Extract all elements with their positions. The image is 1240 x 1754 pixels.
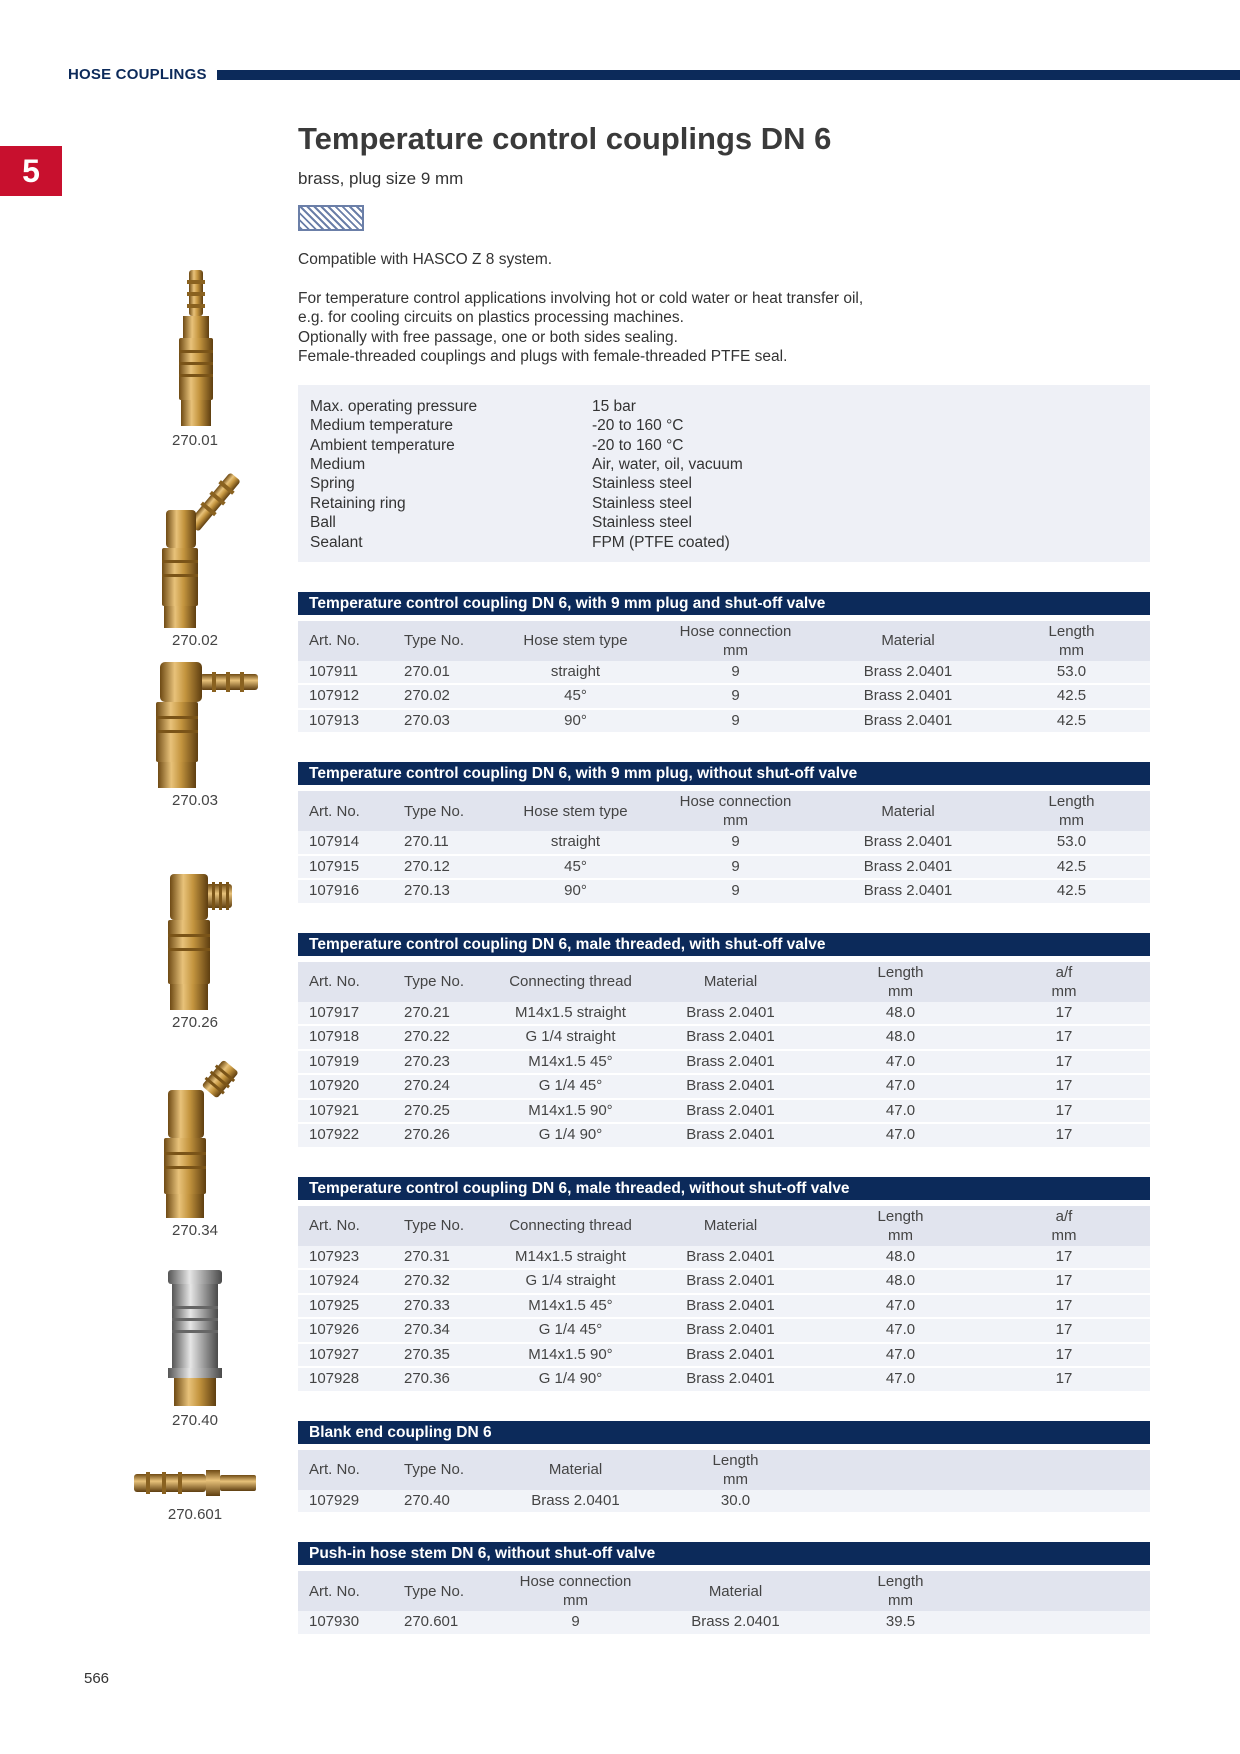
table-cell: 107929	[298, 1490, 393, 1513]
table-cell: 107930	[298, 1611, 393, 1634]
table-cell: G 1/4 45°	[503, 1317, 638, 1342]
table-cell: straight	[503, 661, 648, 684]
table-cell: 270.22	[393, 1024, 503, 1049]
column-header	[648, 791, 823, 831]
product-table	[298, 1542, 1150, 1634]
column-label: Art. No.	[309, 1582, 360, 1600]
spec-key: Medium temperature	[310, 417, 454, 435]
table-cell: 270.32	[393, 1268, 503, 1293]
column-label: Hose connection	[679, 793, 792, 811]
table-cell: Brass 2.0401	[823, 683, 993, 708]
spec-value: -20 to 160 °C	[592, 417, 684, 435]
table-cell: 42.5	[993, 683, 1150, 708]
table-cell: M14x1.5 90°	[503, 1098, 638, 1123]
column-unit: mm	[563, 1592, 588, 1610]
table-cell: 270.31	[393, 1246, 503, 1269]
column-header	[823, 962, 978, 1002]
column-header	[978, 962, 1150, 1002]
spec-key: Ambient temperature	[310, 436, 455, 454]
table-header-row	[298, 1571, 1150, 1611]
table-cell: 42.5	[993, 708, 1150, 733]
table-cell: 107920	[298, 1073, 393, 1098]
column-header	[648, 621, 823, 661]
table-cell: G 1/4 straight	[503, 1268, 638, 1293]
column-header	[393, 1571, 503, 1611]
table-cell: G 1/4 straight	[503, 1024, 638, 1049]
table-cell: 17	[978, 1024, 1150, 1049]
table-cell: 270.601	[393, 1611, 503, 1634]
column-unit: mm	[723, 812, 748, 830]
table-cell: 107923	[298, 1246, 393, 1269]
spec-value: FPM (PTFE coated)	[592, 533, 730, 551]
column-header	[503, 1450, 648, 1490]
column-header	[503, 791, 648, 831]
column-label: Hose stem type	[523, 802, 628, 820]
table-cell: straight	[503, 831, 648, 854]
column-unit: mm	[888, 982, 913, 1000]
straight-coupling-image	[165, 270, 225, 430]
table-row	[298, 854, 1150, 879]
table-cell: 47.0	[823, 1317, 978, 1342]
table-row	[298, 831, 1150, 854]
description-line: e.g. for cooling circuits on plastics processing machines.	[298, 309, 684, 327]
table-title: Blank end coupling DN 6	[298, 1421, 1150, 1444]
table-cell: 47.0	[823, 1122, 978, 1147]
column-unit: mm	[1051, 1226, 1077, 1244]
table-header-row	[298, 621, 1150, 661]
column-header	[298, 1206, 393, 1246]
table-cell: 47.0	[823, 1342, 978, 1367]
table-cell: 9	[648, 683, 823, 708]
angled-45-coupling-image	[140, 470, 250, 630]
column-header	[393, 1450, 503, 1490]
table-row	[298, 683, 1150, 708]
column-header	[393, 1206, 503, 1246]
spec-row	[310, 513, 1138, 532]
table-row	[298, 1024, 1150, 1049]
table-cell: Brass 2.0401	[638, 1268, 823, 1293]
spec-value: -20 to 160 °C	[592, 436, 684, 454]
table-cell: 270.24	[393, 1073, 503, 1098]
column-label: Hose stem type	[523, 632, 628, 650]
table-cell: 270.35	[393, 1342, 503, 1367]
table-cell: M14x1.5 straight	[503, 1002, 638, 1025]
column-label: Type No.	[404, 973, 465, 991]
table-row	[298, 1611, 1150, 1634]
table-cell: G 1/4 90°	[503, 1122, 638, 1147]
product-label: 270.601	[167, 1506, 223, 1523]
column-label: Length	[877, 963, 924, 981]
table-cell: 270.01	[393, 661, 503, 684]
spec-key: Medium	[310, 455, 366, 473]
product-270-601	[110, 1464, 280, 1523]
table-cell: 107924	[298, 1268, 393, 1293]
spec-key: Spring	[310, 475, 355, 493]
table-row	[298, 1490, 1150, 1513]
table-cell: 90°	[503, 878, 648, 903]
cell-spacer	[978, 1611, 1150, 1634]
section-title: HOSE COUPLINGS	[68, 66, 207, 83]
table-cell: Brass 2.0401	[638, 1073, 823, 1098]
table-cell: 17	[978, 1049, 1150, 1074]
table-header-row	[298, 1450, 1150, 1490]
table-cell: G 1/4 90°	[503, 1366, 638, 1391]
table-cell: Brass 2.0401	[638, 1317, 823, 1342]
column-header	[638, 962, 823, 1002]
blank-end-coupling-image	[140, 1270, 250, 1410]
table-cell: 107911	[298, 661, 393, 684]
table-cell: 17	[978, 1317, 1150, 1342]
table-cell: 48.0	[823, 1268, 978, 1293]
male-threaded-90-coupling-image	[140, 872, 250, 1012]
page-title: Temperature control couplings DN 6	[298, 121, 832, 156]
table-cell: 17	[978, 1246, 1150, 1269]
column-header	[298, 621, 393, 661]
table-cell: 53.0	[993, 661, 1150, 684]
table-row	[298, 1366, 1150, 1391]
table-cell: 9	[648, 854, 823, 879]
column-label: a/f	[1055, 963, 1073, 981]
table-cell: Brass 2.0401	[638, 1049, 823, 1074]
description	[298, 289, 1150, 367]
column-label: Type No.	[404, 802, 465, 820]
column-label: Length	[712, 1451, 759, 1469]
table-cell: M14x1.5 45°	[503, 1049, 638, 1074]
column-label: Art. No.	[309, 1461, 360, 1479]
table-cell: 30.0	[648, 1490, 823, 1513]
table-cell: 270.13	[393, 878, 503, 903]
column-label: Art. No.	[309, 802, 360, 820]
table-cell: 107917	[298, 1002, 393, 1025]
column-label: Type No.	[404, 1582, 465, 1600]
table-cell: 270.40	[393, 1490, 503, 1513]
table-cell: 107919	[298, 1049, 393, 1074]
table-cell: 39.5	[823, 1611, 978, 1634]
column-label: Material	[703, 1217, 758, 1235]
table-cell: Brass 2.0401	[638, 1098, 823, 1123]
column-header	[298, 962, 393, 1002]
table-row	[298, 1317, 1150, 1342]
column-header	[503, 1571, 648, 1611]
table-cell: 17	[978, 1122, 1150, 1147]
column-header	[823, 1571, 978, 1611]
column-unit: mm	[888, 1226, 913, 1244]
table-cell: 48.0	[823, 1002, 978, 1025]
table-cell: Brass 2.0401	[638, 1366, 823, 1391]
table-cell: 17	[978, 1002, 1150, 1025]
product-table	[298, 1421, 1150, 1513]
product-label: 270.01	[172, 432, 218, 449]
push-in-hose-stem-image	[130, 1464, 260, 1504]
male-threaded-45-coupling-image	[140, 1060, 250, 1220]
chapter-tab: 5	[0, 146, 62, 196]
table-cell: 53.0	[993, 831, 1150, 854]
specifications-box	[298, 385, 1150, 562]
column-header	[393, 621, 503, 661]
table-cell: 90°	[503, 708, 648, 733]
table-cell: 47.0	[823, 1098, 978, 1123]
column-header	[823, 1206, 978, 1246]
page-subtitle: brass, plug size 9 mm	[298, 169, 464, 189]
table-cell: 270.02	[393, 683, 503, 708]
table-cell: Brass 2.0401	[823, 878, 993, 903]
column-header	[823, 621, 993, 661]
column-header	[648, 1450, 823, 1490]
column-label: Art. No.	[309, 1217, 360, 1235]
table-cell: 270.03	[393, 708, 503, 733]
system-logo-icon	[298, 205, 364, 231]
spec-key: Ball	[310, 514, 336, 532]
table-cell: Brass 2.0401	[823, 708, 993, 733]
table-cell: Brass 2.0401	[638, 1342, 823, 1367]
compatibility-note: Compatible with HASCO Z 8 system.	[298, 251, 553, 269]
table-title: Temperature control coupling DN 6, with 9 mm plug and shut-off valve	[298, 592, 1150, 615]
table-cell: 17	[978, 1342, 1150, 1367]
table-row	[298, 1098, 1150, 1123]
column-label: Material	[548, 1461, 603, 1479]
column-label: a/f	[1055, 1207, 1073, 1225]
column-label: Length	[1048, 793, 1095, 811]
spec-row	[310, 533, 1138, 552]
spec-row	[310, 494, 1138, 513]
column-unit: mm	[1051, 982, 1077, 1000]
table-cell: 270.33	[393, 1293, 503, 1318]
column-header	[503, 962, 638, 1002]
table-cell: 107928	[298, 1366, 393, 1391]
column-label: Length	[1048, 622, 1095, 640]
product-label: 270.34	[172, 1222, 218, 1239]
product-270-02	[110, 470, 280, 649]
table-header-row	[298, 962, 1150, 1002]
table-cell: Brass 2.0401	[638, 1246, 823, 1269]
table-row	[298, 1268, 1150, 1293]
column-header	[393, 791, 503, 831]
table-cell: 270.23	[393, 1049, 503, 1074]
main-content	[298, 120, 1150, 1634]
product-label: 270.02	[172, 632, 218, 649]
table-cell: 45°	[503, 854, 648, 879]
column-header	[638, 1206, 823, 1246]
column-label: Length	[877, 1573, 924, 1591]
table-cell: 107922	[298, 1122, 393, 1147]
page-number: 566	[84, 1670, 110, 1687]
table-cell: 270.12	[393, 854, 503, 879]
table-cell: 107915	[298, 854, 393, 879]
column-unit: mm	[723, 1470, 748, 1488]
spec-row	[310, 416, 1138, 435]
product-270-40	[110, 1270, 280, 1429]
column-unit: mm	[1059, 812, 1084, 830]
table-header-row	[298, 791, 1150, 831]
column-header	[503, 621, 648, 661]
table-cell: 107914	[298, 831, 393, 854]
spec-value: Stainless steel	[592, 494, 692, 512]
column-label: Material	[703, 973, 758, 991]
column-label: Hose connection	[519, 1573, 632, 1591]
column-label: Connecting thread	[509, 1217, 632, 1235]
table-row	[298, 1342, 1150, 1367]
table-cell: Brass 2.0401	[823, 854, 993, 879]
column-label: Material	[881, 632, 935, 650]
description-line: For temperature control applications involving hot or cold water or heat transfer oil,	[298, 289, 864, 307]
table-cell: 48.0	[823, 1024, 978, 1049]
table-cell: 47.0	[823, 1293, 978, 1318]
table-cell: 270.21	[393, 1002, 503, 1025]
table-cell: 107913	[298, 708, 393, 733]
column-header	[298, 1450, 393, 1490]
product-270-26	[110, 872, 280, 1031]
table-cell: 9	[648, 878, 823, 903]
column-header	[823, 791, 993, 831]
product-label: 270.40	[172, 1412, 218, 1429]
product-tables	[298, 592, 1150, 1634]
column-label: Art. No.	[309, 632, 360, 650]
table-cell: 17	[978, 1073, 1150, 1098]
column-header	[298, 1571, 393, 1611]
table-row	[298, 1073, 1150, 1098]
spec-key: Sealant	[310, 533, 363, 551]
product-table	[298, 762, 1150, 903]
spec-row	[310, 474, 1138, 493]
column-spacer	[978, 1571, 1150, 1611]
table-cell: M14x1.5 straight	[503, 1246, 638, 1269]
product-table	[298, 1177, 1150, 1391]
table-cell: 17	[978, 1366, 1150, 1391]
intro-text	[298, 250, 1150, 367]
column-spacer	[823, 1450, 1150, 1490]
column-label: Type No.	[404, 1217, 465, 1235]
product-270-01	[110, 270, 280, 449]
table-cell: Brass 2.0401	[638, 1293, 823, 1318]
table-cell: 107918	[298, 1024, 393, 1049]
product-table	[298, 933, 1150, 1147]
table-cell: 47.0	[823, 1366, 978, 1391]
table-cell: 9	[648, 708, 823, 733]
spec-value: 15 bar	[592, 397, 636, 415]
spec-key: Retaining ring	[310, 494, 406, 512]
table-cell: 47.0	[823, 1049, 978, 1074]
description-line: Female-threaded couplings and plugs with female-threaded PTFE seal.	[298, 348, 788, 366]
table-cell: 270.11	[393, 831, 503, 854]
table-cell: 107912	[298, 683, 393, 708]
table-row	[298, 1293, 1150, 1318]
product-label: 270.26	[172, 1014, 218, 1031]
angled-90-coupling-image	[130, 660, 260, 790]
table-cell: 270.36	[393, 1366, 503, 1391]
column-header	[298, 791, 393, 831]
table-title: Temperature control coupling DN 6, with 9 mm plug, without shut-off valve	[298, 762, 1150, 785]
table-cell: 45°	[503, 683, 648, 708]
table-cell: Brass 2.0401	[648, 1611, 823, 1634]
table-cell: Brass 2.0401	[823, 831, 993, 854]
table-cell: M14x1.5 90°	[503, 1342, 638, 1367]
table-cell: 270.34	[393, 1317, 503, 1342]
spec-row	[310, 436, 1138, 455]
table-row	[298, 1002, 1150, 1025]
spec-value: Stainless steel	[592, 514, 692, 532]
table-cell: 17	[978, 1293, 1150, 1318]
table-cell: Brass 2.0401	[638, 1002, 823, 1025]
table-cell: Brass 2.0401	[823, 661, 993, 684]
spec-value: Stainless steel	[592, 475, 692, 493]
table-title: Temperature control coupling DN 6, male threaded, without shut-off valve	[298, 1177, 1150, 1200]
column-unit: mm	[888, 1592, 913, 1610]
column-label: Length	[877, 1207, 924, 1225]
column-label: Connecting thread	[509, 973, 632, 991]
table-cell: 17	[978, 1268, 1150, 1293]
table-cell: Brass 2.0401	[638, 1024, 823, 1049]
table-cell: 107927	[298, 1342, 393, 1367]
cell-spacer	[823, 1490, 1150, 1513]
table-cell: 107925	[298, 1293, 393, 1318]
table-header-row	[298, 1206, 1150, 1246]
table-cell: 270.25	[393, 1098, 503, 1123]
table-cell: 48.0	[823, 1246, 978, 1269]
table-cell: 270.26	[393, 1122, 503, 1147]
product-table	[298, 592, 1150, 733]
column-label: Material	[881, 802, 935, 820]
header-bar	[217, 70, 1240, 80]
spec-value: Air, water, oil, vacuum	[592, 455, 743, 473]
product-270-03	[110, 660, 280, 809]
table-cell: 9	[648, 831, 823, 854]
column-label: Type No.	[404, 1461, 465, 1479]
table-title: Push-in hose stem DN 6, without shut-off valve	[298, 1542, 1150, 1565]
spec-row	[310, 397, 1138, 416]
product-label: 270.03	[172, 792, 218, 809]
description-line: Optionally with free passage, one or both sides sealing.	[298, 328, 678, 346]
column-label: Art. No.	[309, 973, 360, 991]
table-cell: M14x1.5 45°	[503, 1293, 638, 1318]
column-unit: mm	[1059, 641, 1084, 659]
table-cell: 17	[978, 1098, 1150, 1123]
table-cell: 47.0	[823, 1073, 978, 1098]
column-label: Hose connection	[679, 622, 792, 640]
table-cell: 107916	[298, 878, 393, 903]
table-row	[298, 1049, 1150, 1074]
spec-row	[310, 455, 1138, 474]
table-cell: 107926	[298, 1317, 393, 1342]
table-cell: 42.5	[993, 854, 1150, 879]
column-unit: mm	[723, 641, 748, 659]
column-header	[993, 621, 1150, 661]
table-cell: Brass 2.0401	[503, 1490, 648, 1513]
column-header	[503, 1206, 638, 1246]
table-row	[298, 661, 1150, 684]
table-cell: 107921	[298, 1098, 393, 1123]
table-title: Temperature control coupling DN 6, male threaded, with shut-off valve	[298, 933, 1150, 956]
table-cell: 42.5	[993, 878, 1150, 903]
column-header	[393, 962, 503, 1002]
spec-key: Max. operating pressure	[310, 397, 478, 415]
column-header	[648, 1571, 823, 1611]
table-row	[298, 878, 1150, 903]
column-label: Material	[708, 1582, 763, 1600]
product-270-34	[110, 1060, 280, 1239]
column-label: Type No.	[404, 632, 465, 650]
column-header	[993, 791, 1150, 831]
table-cell: 9	[648, 661, 823, 684]
column-header	[978, 1206, 1150, 1246]
table-row	[298, 708, 1150, 733]
table-cell: 9	[503, 1611, 648, 1634]
table-row	[298, 1122, 1150, 1147]
table-row	[298, 1246, 1150, 1269]
table-cell: Brass 2.0401	[638, 1122, 823, 1147]
table-cell: G 1/4 45°	[503, 1073, 638, 1098]
